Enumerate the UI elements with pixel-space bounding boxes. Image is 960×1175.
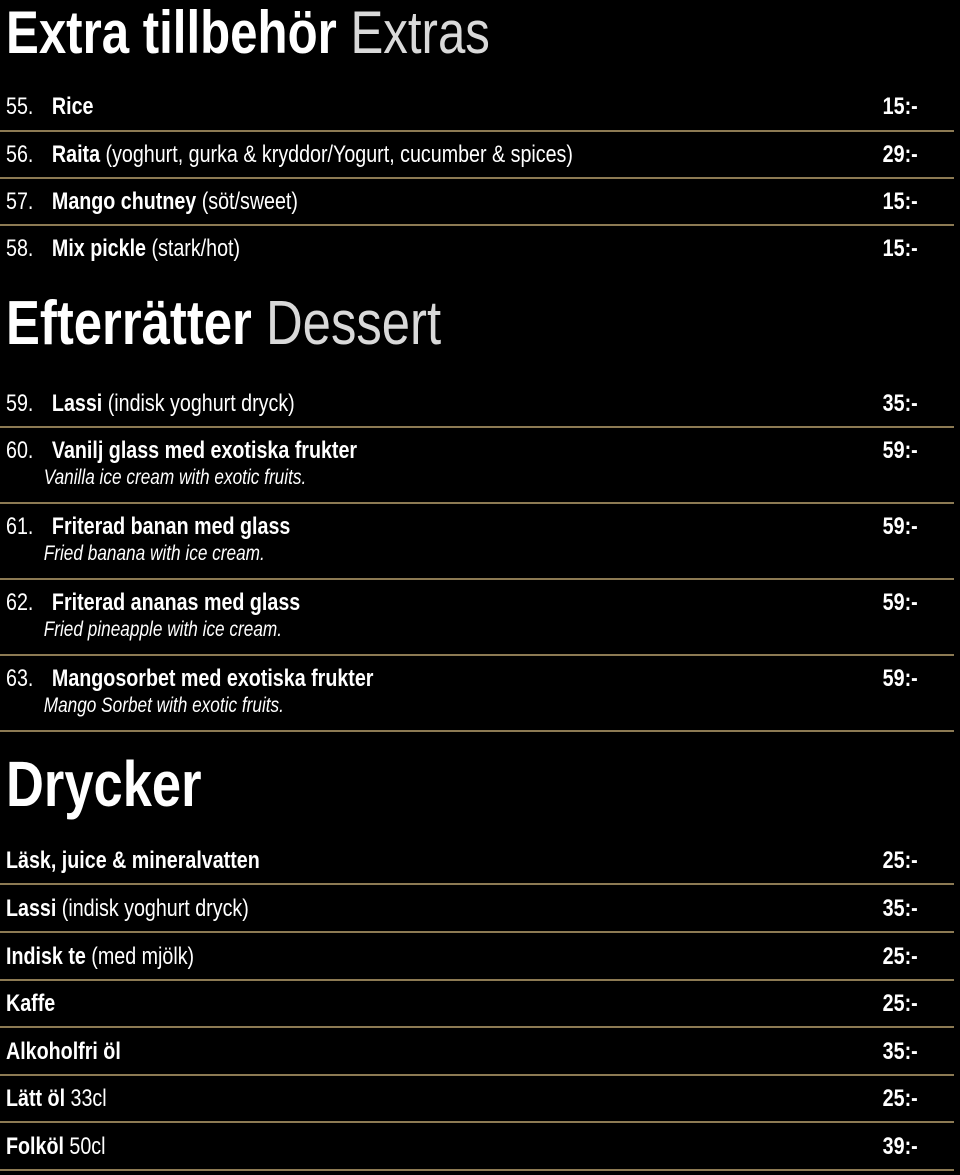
item-number: 58. [6,235,34,262]
divider [0,1026,954,1028]
item-name: Friterad ananas med glass [51,589,301,616]
item-name: Lassi [6,895,57,922]
item-name: Mango chutney [51,188,197,215]
menu-item [6,847,954,875]
divider [0,130,954,132]
divider [0,502,954,504]
item-number: 57. [6,188,34,215]
menu-item [6,513,954,567]
menu-item [6,1085,954,1113]
item-price: 35:- [882,895,918,922]
divider [0,1169,954,1171]
item-translation: Vanilla ice cream with exotic fruits. [43,466,307,489]
item-price: 59:- [882,665,918,692]
menu-item [6,1038,954,1066]
item-name: Läsk, juice & mineralvatten [6,847,260,874]
item-name: Lätt öl [6,1085,66,1112]
menu-item [6,93,954,121]
dessert-title-english: Dessert [265,289,442,358]
item-name: Raita [51,141,101,168]
divider [0,979,954,981]
divider [0,1121,954,1123]
menu-item [6,235,954,263]
menu-item [6,943,954,971]
item-name: Rice [51,93,94,120]
item-price: 59:- [882,589,918,616]
item-translation: Fried banana with ice cream. [43,542,265,565]
item-name: Kaffe [6,990,56,1017]
item-price: 25:- [882,943,918,970]
menu-item [6,437,954,491]
item-number: 55. [6,93,34,120]
item-description: (yoghurt, gurka & kryddor/Yogurt, cucumber & spices) [100,141,573,168]
item-description: (indisk yoghurt dryck) [56,895,249,922]
item-name: Mangosorbet med exotiska frukter [51,665,374,692]
item-name: Indisk te [6,943,86,970]
item-description: (indisk yoghurt dryck) [102,390,295,417]
extras-heading [6,0,490,66]
item-description: 50cl [63,1133,106,1160]
drinks-heading [6,748,202,820]
menu-item [6,141,954,169]
item-price: 35:- [882,1038,918,1065]
item-price: 39:- [882,1133,918,1160]
item-number: 59. [6,390,34,417]
item-price: 25:- [882,990,918,1017]
item-name: Folköl [6,1133,64,1160]
item-number: 60. [6,437,34,464]
item-number: 62. [6,589,34,616]
item-translation: Fried pineapple with ice cream. [43,618,283,641]
item-price: 29:- [882,141,918,168]
dessert-title-swedish: Efterrätter [6,289,252,358]
divider [0,578,954,580]
divider [0,1074,954,1076]
divider [0,730,954,732]
divider [0,224,954,226]
item-description: (med mjölk) [85,943,195,970]
item-name: Friterad banan med glass [51,513,291,540]
item-name: Vanilj glass med exotiska frukter [51,437,358,464]
dessert-heading [6,289,442,358]
item-name: Lassi [51,390,103,417]
item-price: 59:- [882,513,918,540]
item-price: 59:- [882,437,918,464]
item-price: 35:- [882,390,918,417]
divider [0,883,954,885]
menu-item [6,1133,954,1161]
item-name: Mix pickle [51,235,146,262]
menu-item [6,188,954,216]
divider [0,426,954,428]
item-price: 15:- [882,235,918,262]
menu-item [6,589,954,643]
item-price: 15:- [882,188,918,215]
extras-title-swedish: Extra tillbehör [6,0,337,66]
item-description: 33cl [65,1085,107,1112]
item-price: 25:- [882,847,918,874]
item-number: 56. [6,141,34,168]
item-number: 63. [6,665,34,692]
menu-item [6,390,954,418]
item-price: 25:- [882,1085,918,1112]
divider [0,931,954,933]
menu-item [6,665,954,719]
item-name: Alkoholfri öl [6,1038,121,1065]
item-number: 61. [6,513,34,540]
divider [0,177,954,179]
menu-item [6,895,954,923]
drinks-title: Drycker [6,748,202,820]
menu-item [6,990,954,1018]
extras-title-english: Extras [350,0,490,66]
item-translation: Mango Sorbet with exotic fruits. [43,694,284,717]
item-price: 15:- [882,93,918,120]
divider [0,654,954,656]
item-description: (stark/hot) [145,235,241,262]
item-description: (söt/sweet) [196,188,298,215]
